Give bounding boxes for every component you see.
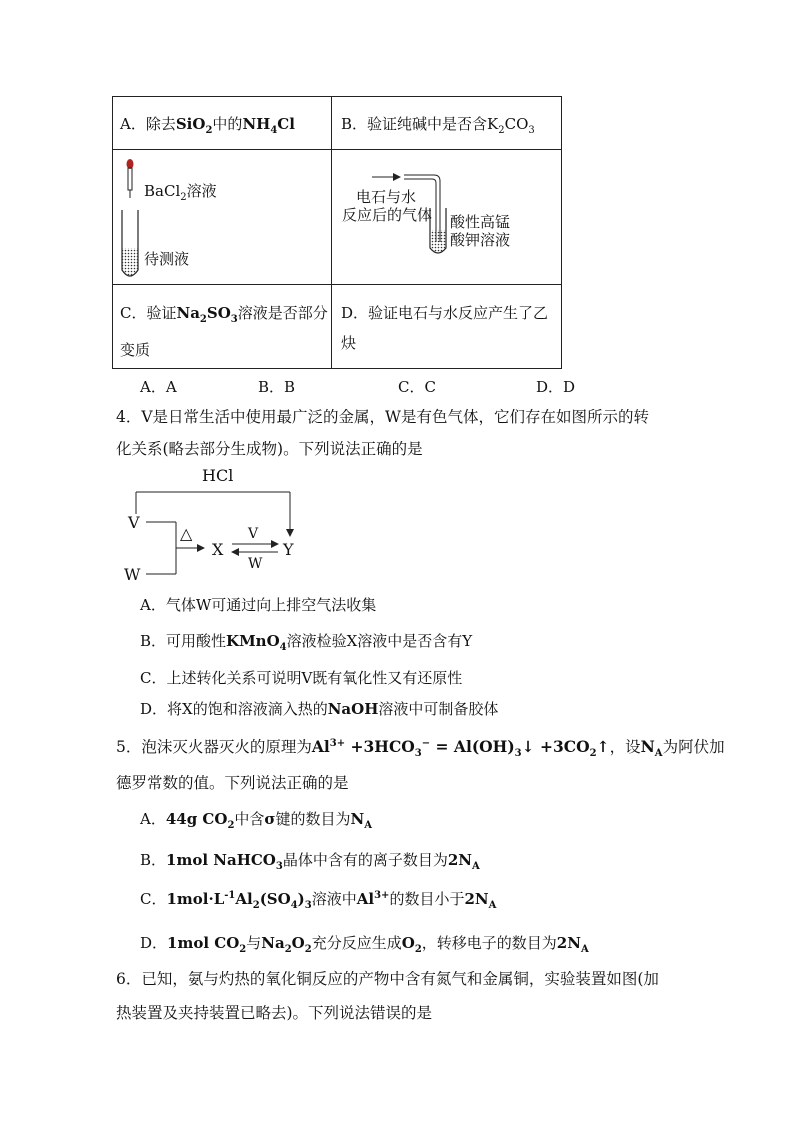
cell-c-line1: C．验证$Na_2SO_3$溶液是否部分 xyxy=(120,304,328,325)
q3-option-c: C．C xyxy=(398,378,436,396)
cell-c-line2: 变质 xyxy=(120,341,151,359)
diagram-w-label: W xyxy=(124,565,141,584)
q5-stem-line1: 5．泡沫灭火器灭火的原理为$Al^{3+} +3HCO_3^-$ = $Al(OH)_3↓$ $+3CO_2↑$，设$N_A$为阿伏加 xyxy=(116,737,725,760)
q4-option-b: B．可用酸性KMnO$_4$溶液检验X溶液中是否含有Y xyxy=(140,632,473,653)
cell-b: B．验证纯碱中是否含$K_2CO_3$ xyxy=(341,115,535,136)
q5-option-c: C．$1mol\cdot L^{-1}Al_2(SO_4)_3$溶液中$Al^{3+}$的数目小于$2N_A$ xyxy=(140,890,497,911)
experiment-table xyxy=(112,96,562,369)
q4-option-c: C．上述转化关系可说明V既有氧化性又有还原性 xyxy=(140,669,463,687)
q5-option-d: D．1mol $CO_2$与$Na_2O_2$充分反应生成$O_2$，转移电子的数目为$2N_A$ xyxy=(140,934,589,955)
q3-option-d: D．D xyxy=(536,378,576,396)
q5-option-b: B．1mol NaHCO$_3$晶体中含有的离子数目为$2N_A$ xyxy=(140,851,480,872)
q3-option-a: A．A xyxy=(140,378,177,396)
q5-option-a: A．44g $CO_2$中含σ键的数目为$N_A$ xyxy=(140,810,372,831)
q3-option-b: B．B xyxy=(258,378,296,396)
dropper-label: BaCl$_2$溶液 xyxy=(144,182,217,203)
cell-a: A．除去SiO$_2$中的$NH_4Cl$ xyxy=(120,115,295,136)
diagram-heat-label: △ xyxy=(180,524,193,543)
q4-stem-line1: 4．V是日常生活中使用最广泛的金属，W是有色气体，它们存在如图所示的转 xyxy=(116,408,649,426)
diagram-y-label: Y xyxy=(283,540,294,559)
cell-d-line2: 炔 xyxy=(341,334,357,352)
tube-label: 待测液 xyxy=(144,250,190,268)
q4-option-d: D．将X的饱和溶液滴入热的NaOH溶液中可制备胶体 xyxy=(140,700,499,718)
gas-label-2: 反应后的气体 xyxy=(342,206,433,224)
diagram-backward-label: W xyxy=(248,556,263,572)
q5-stem-line2: 德罗常数的值。下列说法正确的是 xyxy=(116,774,349,792)
q6-stem-line1: 6．已知，氨与灼热的氧化铜反应的产物中含有氮气和金属铜，实验装置如图(加 xyxy=(116,970,659,988)
solution-label-2: 酸钾溶液 xyxy=(450,231,511,249)
diagram-v-label: V xyxy=(128,513,140,532)
solution-label-1: 酸性高锰 xyxy=(450,213,511,231)
q4-stem-line2: 化关系(略去部分生成物)。下列说法正确的是 xyxy=(116,440,423,458)
diagram-forward-label: V xyxy=(248,526,259,542)
q6-stem-line2: 热装置及夹持装置已略去)。下列说法错误的是 xyxy=(116,1004,433,1022)
cell-d-line1: D．验证电石与水反应产生了乙 xyxy=(341,304,549,322)
diagram-x-label: X xyxy=(212,540,224,559)
diagram-hcl-label: HCl xyxy=(202,466,234,485)
gas-label-1: 电石与水 xyxy=(356,188,417,206)
q4-option-a: A．气体W可通过向上排空气法收集 xyxy=(140,596,377,614)
